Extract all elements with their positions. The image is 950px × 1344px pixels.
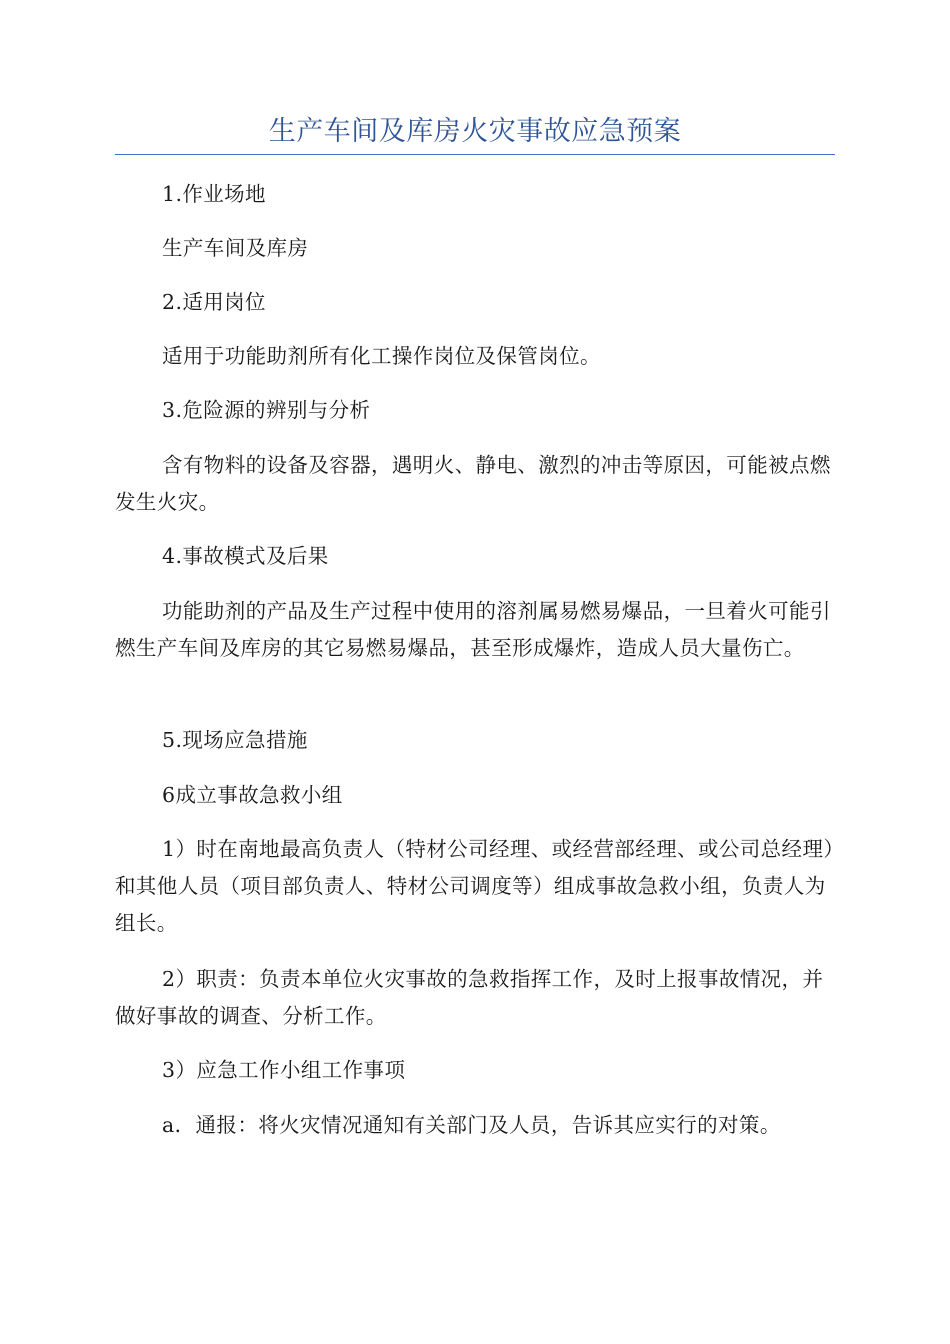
paragraph-rescue-team-duties: 2）职责：负责本单位火灾事故的急救指挥工作，及时上报事故情况，并做好事故的调查、分析工作。 xyxy=(115,967,824,1028)
heading-work-site: 1.作业场地 xyxy=(162,182,266,206)
heading-onsite-measures: 5.现场应急措施 xyxy=(162,728,308,752)
heading-applicable-posts: 2.适用岗位 xyxy=(162,290,266,314)
paragraph-notification: a．通报：将火灾情况通知有关部门及人员，告诉其应实行的对策。 xyxy=(162,1113,781,1137)
paragraph-rescue-team-members: 1）时在南地最高负责人（特材公司经理、或经营部经理、或公司总经理）和其他人员（项目部负责人、特材公司调度等）组成事故急救小组，负责人为组长。 xyxy=(115,837,834,935)
heading-hazard-analysis: 3.危险源的辨别与分析 xyxy=(162,398,371,422)
paragraph-applicable-posts: 适用于功能助剂所有化工操作岗位及保管岗位。 xyxy=(162,344,601,368)
document-title: 生产车间及库房火灾事故应急预案 xyxy=(268,116,682,147)
paragraph-team-tasks: 3）应急工作小组工作事项 xyxy=(162,1058,406,1082)
title-underline xyxy=(115,154,835,155)
paragraph-hazard-analysis: 含有物料的设备及容器，遇明火、静电、激烈的冲击等原因，可能被点燃发生火灾。 xyxy=(115,453,831,514)
heading-rescue-team: 6成立事故急救小组 xyxy=(162,783,343,807)
heading-accident-mode: 4.事故模式及后果 xyxy=(162,544,329,568)
paragraph-accident-mode: 功能助剂的产品及生产过程中使用的溶剂属易燃易爆品，一旦着火可能引燃生产车间及库房的其它易燃易爆品，甚至形成爆炸，造成人员大量伤亡。 xyxy=(115,599,831,660)
paragraph-work-site: 生产车间及库房 xyxy=(162,236,309,260)
